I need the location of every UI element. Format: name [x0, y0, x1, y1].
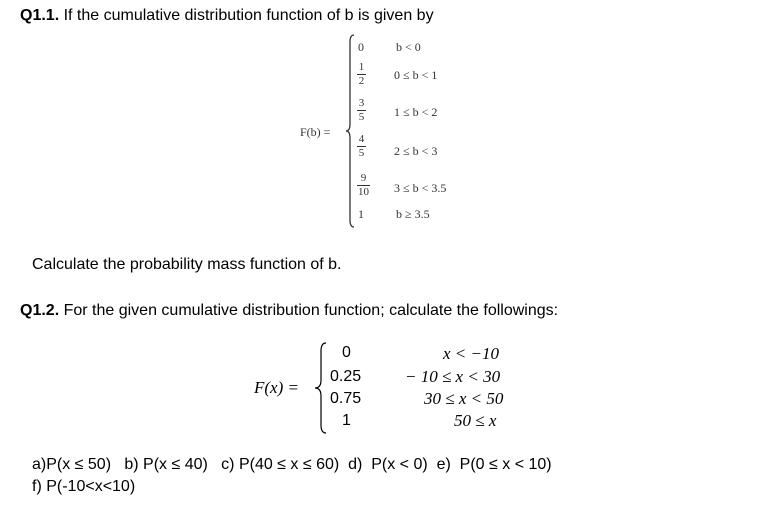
- q11-case-3-cond: 2 ≤ b < 3: [394, 144, 438, 158]
- q11-case-3-den: 5: [358, 147, 365, 159]
- q11-case-5-value: 1: [358, 207, 364, 221]
- q11-case-5-cond: b ≥ 3.5: [396, 207, 430, 221]
- q11-case-3-fraction: [357, 134, 366, 159]
- q11-text: If the cumulative distribution function of b is given by: [59, 7, 434, 24]
- q11-case-1-den: 2: [358, 75, 365, 87]
- q11-case-1-num: 1: [358, 61, 365, 73]
- q11-case-0-value: 0: [358, 40, 364, 54]
- q11-case-3-num: 4: [358, 133, 365, 145]
- q12-case-3-value: 1: [342, 412, 351, 429]
- q12-case-1-value: 0.25: [330, 368, 362, 385]
- q12-brace: [314, 342, 328, 434]
- q12-case-0-cond: x < −10: [443, 344, 499, 363]
- q12-case-2-value: 0.75: [330, 390, 362, 407]
- q12-case-0-value: 0: [342, 344, 351, 361]
- q11-case-1-fraction: [357, 62, 366, 87]
- q11-case-2-cond: 1 ≤ b < 2: [394, 105, 438, 119]
- q11-brace: [346, 34, 356, 229]
- q11-case-4-num: 9: [360, 172, 367, 184]
- q11-case-2-den: 5: [358, 111, 365, 123]
- q11-case-4-fraction: [357, 173, 370, 198]
- q12-func-name: F(x) =: [254, 378, 299, 397]
- q12-label: Q1.2.: [20, 302, 60, 319]
- q11-case-2-fraction: [357, 98, 366, 123]
- q12-heading: [20, 302, 558, 320]
- q12-case-1-cond: − 10 ≤ x < 30: [405, 367, 501, 386]
- q11-case-2-num: 3: [358, 97, 365, 109]
- q12-parts-line2: f) P(-10<x<10): [32, 478, 136, 495]
- q11-case-1-cond: 0 ≤ b < 1: [394, 68, 438, 82]
- q11-heading: [20, 7, 434, 25]
- q11-task: Calculate the probability mass function of b.: [32, 256, 342, 273]
- q12-parts-line1: a)P(x ≤ 50) b) P(x ≤ 40) c) P(40 ≤ x ≤ 60) d) P(x < 0) e) P(0 ≤ x < 10): [32, 456, 552, 473]
- q11-func-name: F(b) =: [300, 125, 331, 139]
- q11-label: Q1.1.: [20, 7, 60, 24]
- q11-case-0-cond: b < 0: [396, 40, 421, 54]
- q11-case-4-den: 10: [358, 186, 369, 198]
- q12-case-2-cond: 30 ≤ x < 50: [424, 389, 504, 408]
- q12-text: For the given cumulative distribution function; calculate the followings:: [59, 302, 559, 319]
- q11-case-4-cond: 3 ≤ b < 3.5: [394, 181, 447, 195]
- q12-case-3-cond: 50 ≤ x: [454, 411, 497, 430]
